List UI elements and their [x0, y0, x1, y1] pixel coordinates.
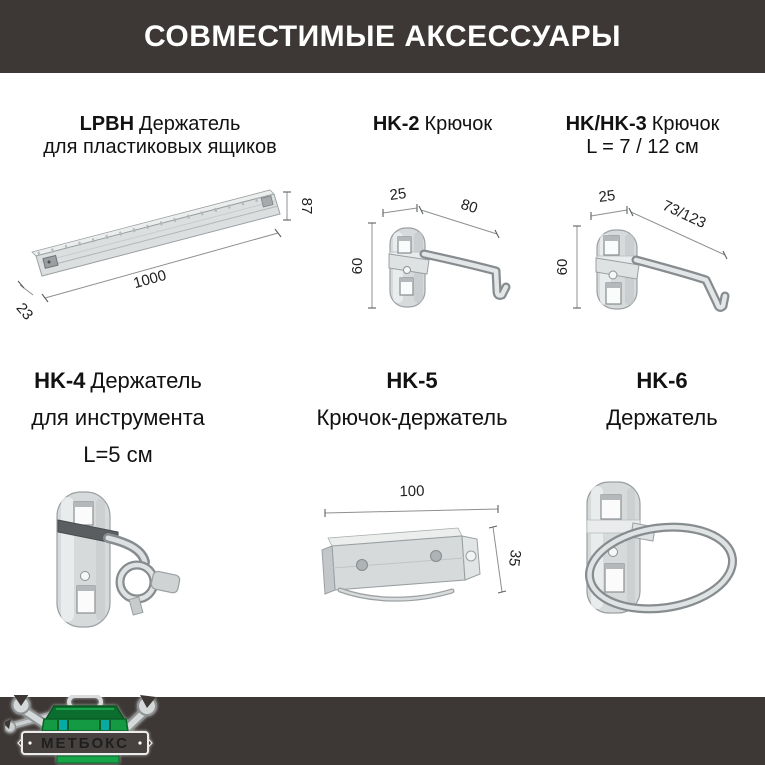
metbox-logo — [5, 695, 165, 765]
dim-height-label: 60 — [553, 258, 571, 276]
dim-height — [554, 226, 581, 308]
product-code: HK-6 — [636, 368, 688, 393]
product-code: HK-5 — [386, 368, 438, 393]
hook-arm — [636, 260, 725, 307]
holder-backplate — [57, 492, 110, 627]
dim-height — [283, 192, 315, 220]
hk3-hook-drawing — [545, 182, 765, 335]
dim-length — [629, 197, 727, 259]
product-title-line1 — [540, 113, 745, 136]
hk4-holder-drawing — [45, 470, 205, 640]
product-name: Держатель — [90, 368, 202, 393]
hook-backplate — [389, 228, 429, 307]
hk2-hook-drawing — [345, 182, 540, 330]
dim-height — [349, 223, 376, 308]
bottom-wire — [340, 590, 452, 599]
hook-arm — [424, 254, 506, 296]
dim-depth-label: 23 — [12, 299, 37, 324]
logo-banner — [18, 732, 152, 754]
hk5-holder-drawing — [300, 468, 540, 623]
product-card-hk4-title — [0, 362, 236, 473]
product-title-line2: для пластиковых ящиков — [43, 136, 277, 158]
clamp-ring — [120, 565, 154, 599]
hook-backplate — [596, 230, 639, 309]
dim-width-label: 25 — [597, 187, 617, 206]
product-code: HK-4 — [34, 368, 86, 393]
plate-hole-center — [609, 271, 617, 279]
dim-length — [419, 196, 499, 238]
product-name: Крючок — [651, 113, 720, 135]
dim-height-label: 35 — [505, 548, 524, 568]
dim-depth — [13, 281, 37, 324]
dim-height-label: 87 — [298, 197, 316, 215]
logo-text: МЕТБОКС — [41, 735, 129, 752]
header-bar — [0, 0, 765, 73]
rail-body — [32, 190, 280, 276]
dim-height-label: 60 — [348, 257, 366, 275]
product-code: HK/HK-3 — [565, 113, 647, 135]
product-name: Крючок — [424, 113, 493, 135]
clamp-arm — [108, 538, 145, 562]
lpbh-rail-drawing — [0, 183, 320, 333]
product-card-hk6-title — [552, 362, 765, 436]
product-title-line1 — [0, 362, 236, 399]
dim-length-label: 1000 — [131, 266, 169, 293]
product-title-line1 — [340, 113, 525, 136]
dim-length-label: 80 — [458, 195, 480, 218]
dim-width — [591, 187, 627, 220]
rail-body — [322, 528, 480, 594]
plate-hole-center — [404, 267, 411, 274]
product-card-hk3-title — [540, 113, 745, 159]
dim-width-label: 25 — [388, 185, 408, 204]
dim-length-label: 73/123 — [659, 197, 709, 232]
product-card-hk5-title — [292, 362, 532, 436]
dim-height — [489, 526, 524, 593]
rail-right-slot — [261, 196, 273, 207]
product-code: HK-2 — [372, 113, 420, 135]
product-title-line3: L=5 см — [83, 442, 153, 467]
product-card-lpbh-title — [0, 113, 320, 159]
toolbox-icon — [42, 696, 128, 731]
hk6-holder-drawing — [575, 465, 750, 650]
product-code: LPBH — [79, 113, 135, 135]
product-card-hk2-title — [340, 113, 525, 136]
plate-hole-center — [81, 572, 90, 581]
product-name: Держатель — [139, 113, 241, 135]
dim-length — [325, 483, 498, 517]
product-title-line2: Крючок-держатель — [316, 405, 508, 430]
product-title-line1 — [0, 113, 320, 136]
logo-green-bar — [57, 756, 119, 763]
product-title-line2: для инструмента — [31, 405, 205, 430]
dim-width — [383, 185, 417, 217]
rail-hole-right — [431, 551, 442, 562]
product-title-line2: Держатель — [606, 405, 718, 430]
dim-length-label: 100 — [399, 482, 425, 501]
rail-hole-left — [357, 560, 368, 571]
product-title-line2: L = 7 / 12 см — [586, 136, 699, 158]
flange-notch — [466, 551, 476, 561]
page-title: СОВМЕСТИМЫЕ АКСЕССУАРЫ — [143, 19, 622, 53]
